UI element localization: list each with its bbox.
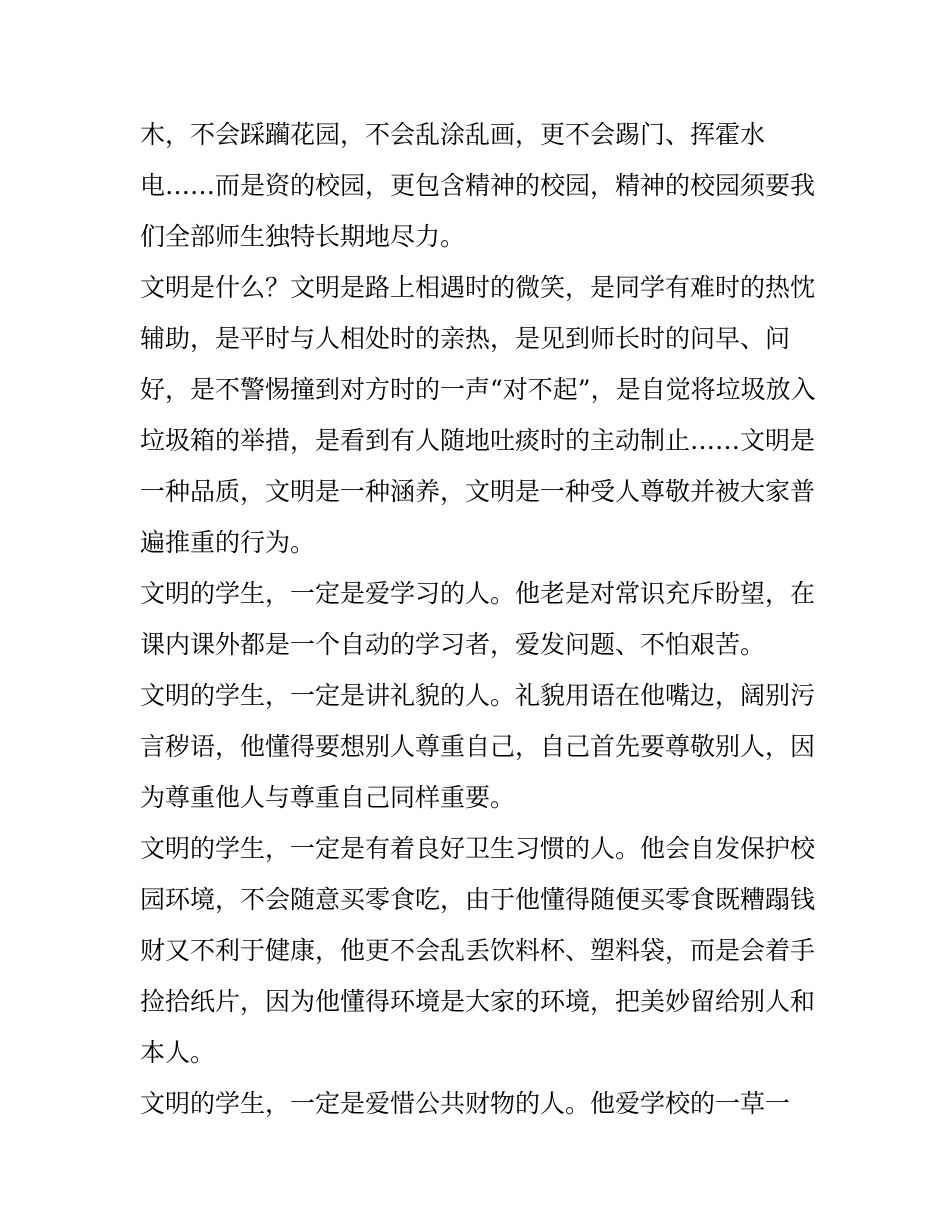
text-line: 言秽语，他懂得要想别人尊重自己，自己首先要尊敬别人，因 <box>140 732 816 761</box>
text-line: 捡拾纸片，因为他懂得环境是大家的环境，把美妙留给别人和 <box>140 987 816 1016</box>
text-line: 电……而是资的校园，更包含精神的校园，精神的校园须要我 <box>140 171 816 200</box>
text-line: 文明的学生，一定是讲礼貌的人。礼貌用语在他嘴边，阔别污 <box>140 681 816 710</box>
text-line: 遍推重的行为。 <box>140 528 316 557</box>
text-line: 文明的学生，一定是有着良好卫生习惯的人。他会自发保护校 <box>140 834 816 863</box>
document-body <box>140 109 820 1129</box>
text-line: 垃圾箱的举措，是看到有人随地吐痰时的主动制止……文明是 <box>140 426 816 455</box>
text-line: 园环境，不会随意买零食吃，由于他懂得随便买零食既糟蹋钱 <box>140 885 816 914</box>
text-line: 本人。 <box>140 1038 216 1067</box>
text-line: 木，不会踩躏花园，不会乱涂乱画，更不会踢门、挥霍水 <box>140 120 766 149</box>
text-line: 辅助，是平时与人相处时的亲热，是见到师长时的问早、问 <box>140 324 791 353</box>
text-line: 财又不利于健康，他更不会乱丢饮料杯、塑料袋，而是会着手 <box>140 936 816 965</box>
text-line: 为尊重他人与尊重自己同样重要。 <box>140 783 516 812</box>
text-line: 们全部师生独特长期地尽力。 <box>140 222 466 251</box>
text-line: 好，是不警惕撞到对方时的一声“对不起”，是自觉将垃圾放入 <box>140 375 816 404</box>
text-line: 文明的学生，一定是爱惜公共财物的人。他爱学校的一草一 <box>140 1089 791 1118</box>
text-line: 课内课外都是一个自动的学习者，爱发问题、不怕艰苦。 <box>140 630 766 659</box>
text-line: 文明是什么？文明是路上相遇时的微笑，是同学有难时的热忱 <box>140 273 816 302</box>
text-line: 文明的学生，一定是爱学习的人。他老是对常识充斥盼望，在 <box>140 579 816 608</box>
text-line: 一种品质，文明是一种涵养，文明是一种受人尊敬并被大家普 <box>140 477 816 506</box>
